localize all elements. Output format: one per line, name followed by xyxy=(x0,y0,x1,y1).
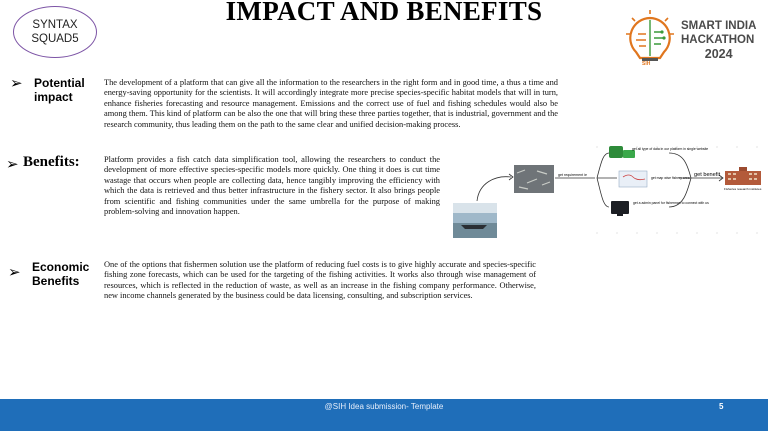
benefit-label: get benefit xyxy=(694,172,721,178)
page-number: 5 xyxy=(719,402,724,411)
fishing-boat-photo xyxy=(453,203,497,238)
arrow-bullet-icon: ➢ xyxy=(6,155,19,173)
research-institute-building-icon xyxy=(725,167,761,185)
sih-logo xyxy=(620,10,760,72)
sih-logo-text xyxy=(681,19,756,61)
slide-title: IMPACT AND BENEFITS xyxy=(225,0,543,26)
team-name-line2: SQUAD5 xyxy=(31,33,79,45)
fish-catch-photo xyxy=(514,165,554,193)
workflow-diagram xyxy=(447,143,768,243)
potential-impact-label: Potential impact xyxy=(34,76,85,104)
sih-tag: SIH xyxy=(642,61,651,67)
arrow-bullet-icon: ➢ xyxy=(8,263,21,281)
bottom-label: get a admin panel for fisherman to connect with us xyxy=(633,201,709,205)
sih-line2: HACKATHON xyxy=(681,34,755,46)
economic-benefits-text: One of the options that fishermen solution use the platform of reducing fuel costs is to give highly accurate and species-specific fishing zone forecasts, which can be used for the targeting of the fishing activities. It works also through wise management of resources, which is reflected in the reduction of waste, as well as an increase in the fishing company performance. Otherwise, new income channels generated by the business could be data licensing, consulting, and subscription services. xyxy=(104,260,536,301)
footer-bar xyxy=(0,399,768,431)
potential-impact-text: The development of a platform that can give all the information to the researchers in the right form and in good time, a thus a time and energy-saving opportunity for the scientists. It will accordingly integrate more precise species-specific habitat models that will in turn, enhance fisheries forecasting and resource management. Emissions and the correct use of fuel and fishing schedules would also be among them. This kind of platform can be also the one that will bring these three parties together, that is industrial, government and the research community, thus leading them on the path to the same clear and unified decision-making process. xyxy=(104,78,558,129)
team-name-line1: SYNTAX xyxy=(32,19,78,31)
sih-line1: SMART INDIA xyxy=(681,20,757,32)
benefits-label: Benefits: xyxy=(23,154,80,170)
economic-benefits-label: Economic Benefits xyxy=(32,260,90,288)
top-label: get all type of data in our platform in single website xyxy=(632,147,709,151)
footer-template-text: @SIH Idea submission- Template xyxy=(324,402,444,411)
request-label: get requirement ie xyxy=(558,173,587,177)
sih-year: 2024 xyxy=(704,47,733,61)
benefits-text: Platform provides a fish catch data simplification tool, allowing the researchers to conduct the development of more effective species-specific models more quickly. One thing it does is cut time wastage that occurs when people are collecting data, hence tangibly improving the efficiency with which the data is retrieved and thus better infrastructure in the fishery sector. It also brings people from scientific and fishing communities under the same umbrella for the purpose of making problem-solving and innovation happen. xyxy=(104,155,440,217)
middle-label: get map wise fishery area xyxy=(651,176,690,180)
building-caption: Fisheries research institutes xyxy=(724,187,762,191)
arrow-bullet-icon: ➢ xyxy=(10,74,23,92)
admin-panel-icon xyxy=(611,201,629,216)
map-icon xyxy=(619,171,647,187)
